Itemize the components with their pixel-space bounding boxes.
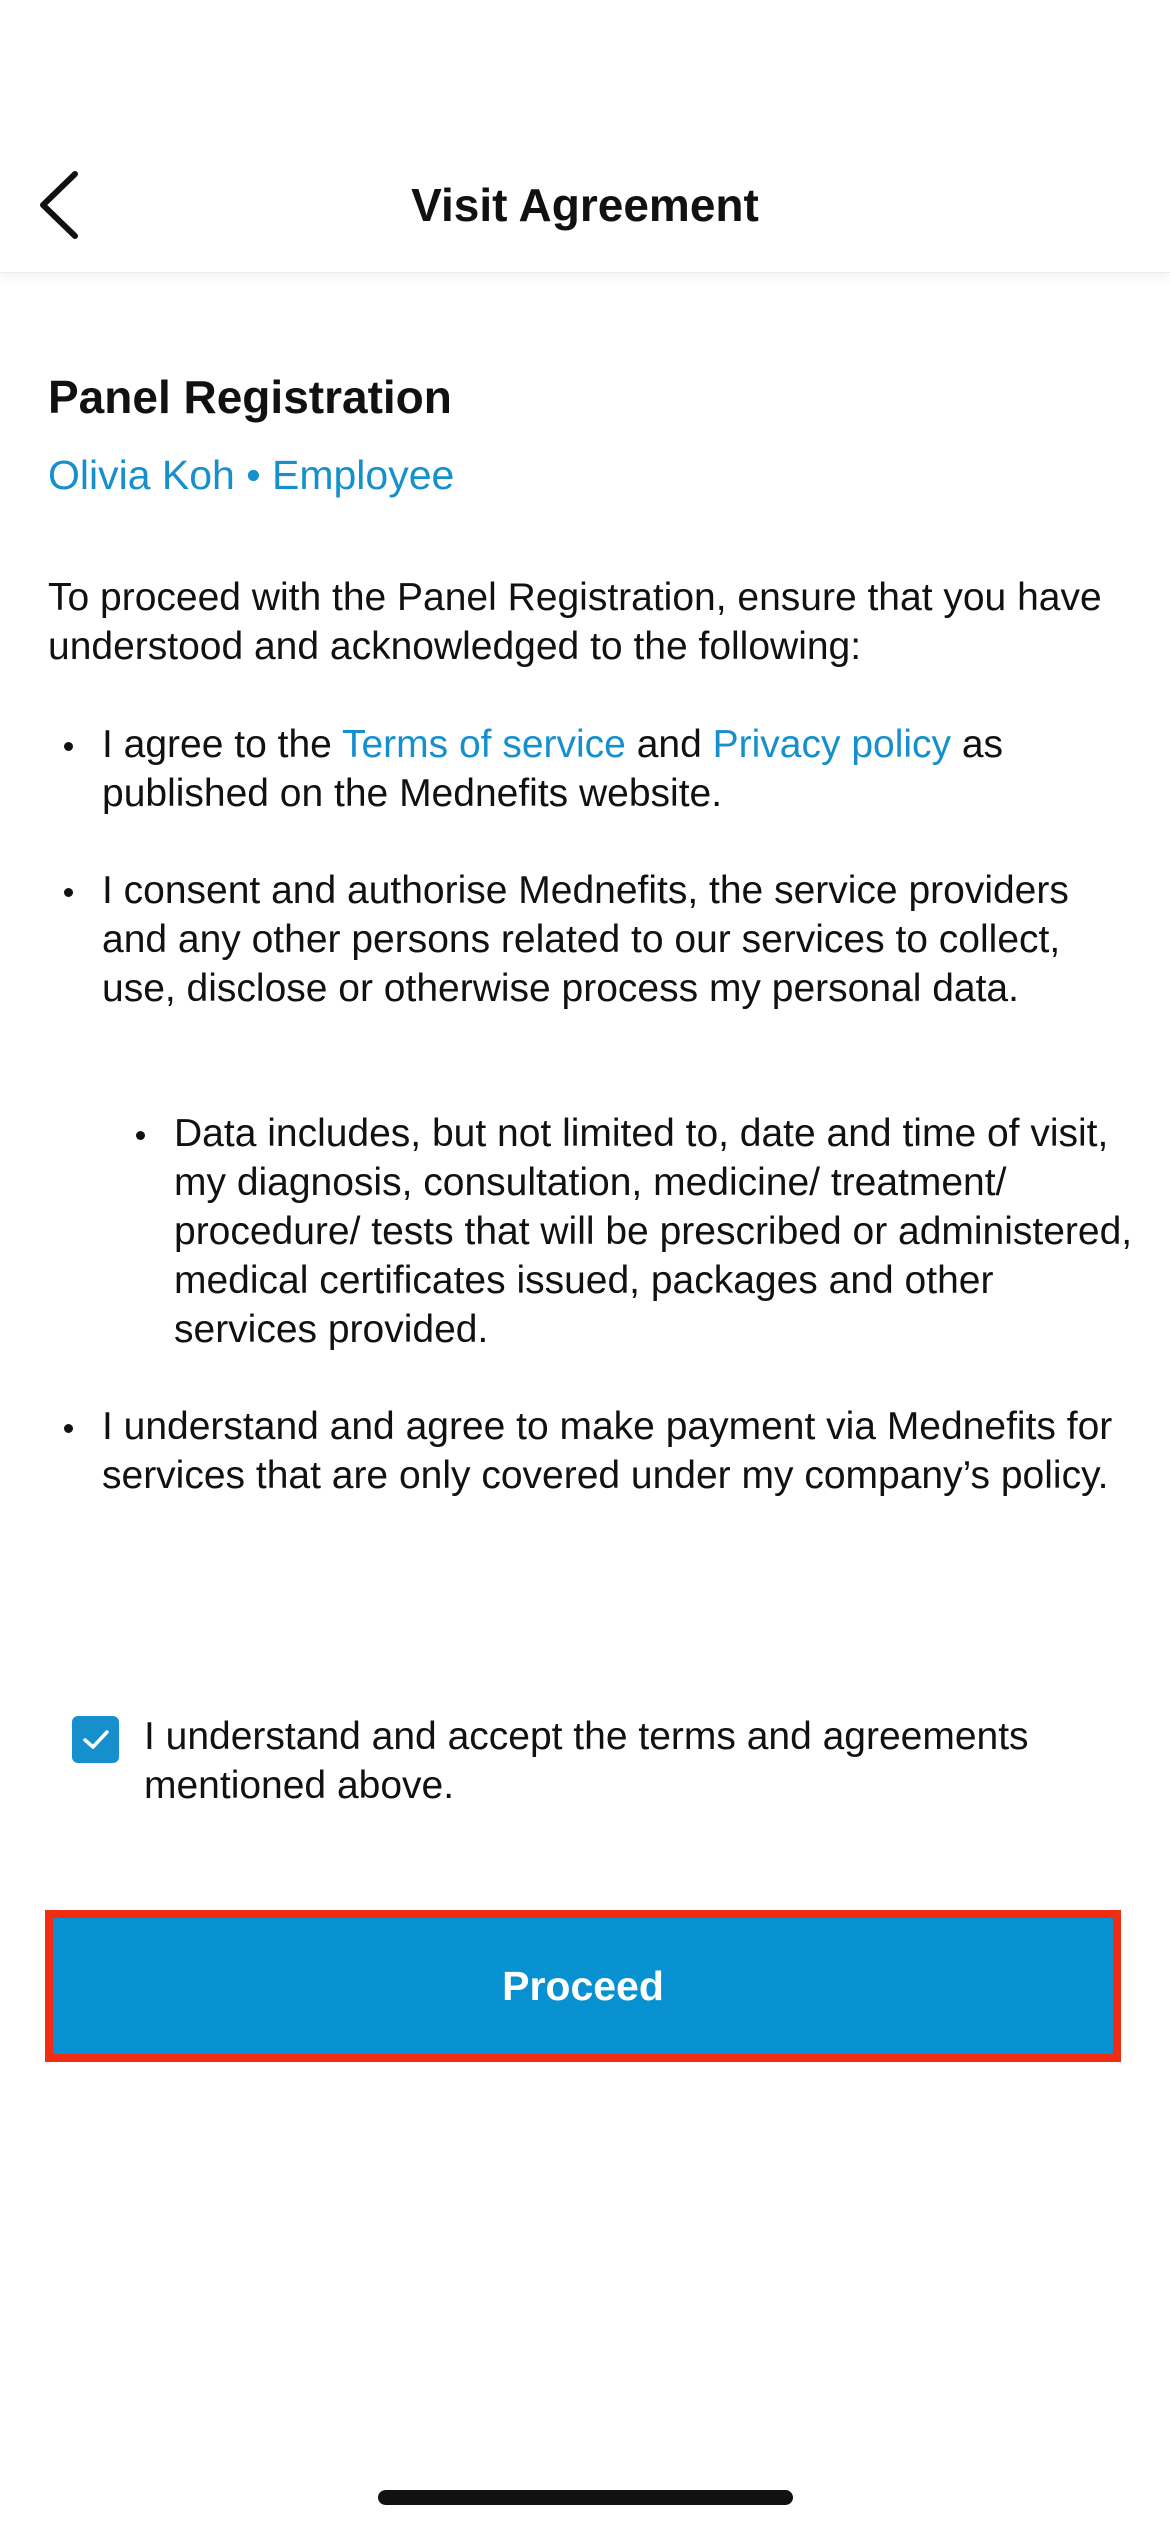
accept-terms-checkbox[interactable] — [72, 1716, 119, 1763]
section-title: Panel Registration — [48, 371, 452, 423]
bullet-text: I understand and agree to make payment via Mednefits for services that are only covered under my company’s policy. — [102, 1405, 1113, 1497]
accept-terms-label: I understand and accept the terms and agreements mentioned above. — [144, 1715, 1029, 1807]
bullet-dot — [64, 1424, 73, 1433]
terms-of-service-link[interactable]: Terms of service — [341, 723, 626, 766]
bullet-text: as published on the Mednefits website. — [102, 723, 1004, 815]
agreement-subbullet-data — [174, 1109, 1134, 1354]
top-nav-bar — [0, 0, 1170, 273]
agreement-bullet-payment — [102, 1402, 1142, 1500]
registration-info — [48, 370, 1128, 499]
agreement-bullet-terms — [102, 720, 1142, 818]
bullet-dot — [64, 888, 73, 897]
privacy-policy-link[interactable]: Privacy policy — [712, 723, 952, 766]
checkmark-icon — [81, 1728, 111, 1752]
bullet-dot — [136, 1131, 145, 1140]
bullet-text: and — [625, 723, 713, 766]
member-subtitle: Olivia Koh • Employee — [48, 452, 455, 498]
home-indicator — [378, 2490, 793, 2505]
consent-row — [72, 1712, 1092, 1822]
intro-text: To proceed with the Panel Registration, ensure that you have understood and acknowledged to the following: — [48, 576, 1102, 668]
bullet-dot — [64, 742, 73, 751]
bullet-text: I agree to the — [102, 723, 342, 766]
bullet-text: Data includes, but not limited to, date and time of visit, my diagnosis, consultation, medicine/ treatment/ procedure/ tests that will be prescribed or administered, medical certificates issued, packages and other services provided. — [174, 1112, 1133, 1351]
page-title: Visit Agreement — [411, 179, 759, 231]
agreement-bullet-consent — [102, 866, 1142, 1013]
proceed-button[interactable]: Proceed — [45, 1910, 1121, 2062]
bullet-text: I consent and authorise Mednefits, the service providers and any other persons related to our services to collect, use, disclose or otherwise process my personal data. — [102, 869, 1069, 1010]
